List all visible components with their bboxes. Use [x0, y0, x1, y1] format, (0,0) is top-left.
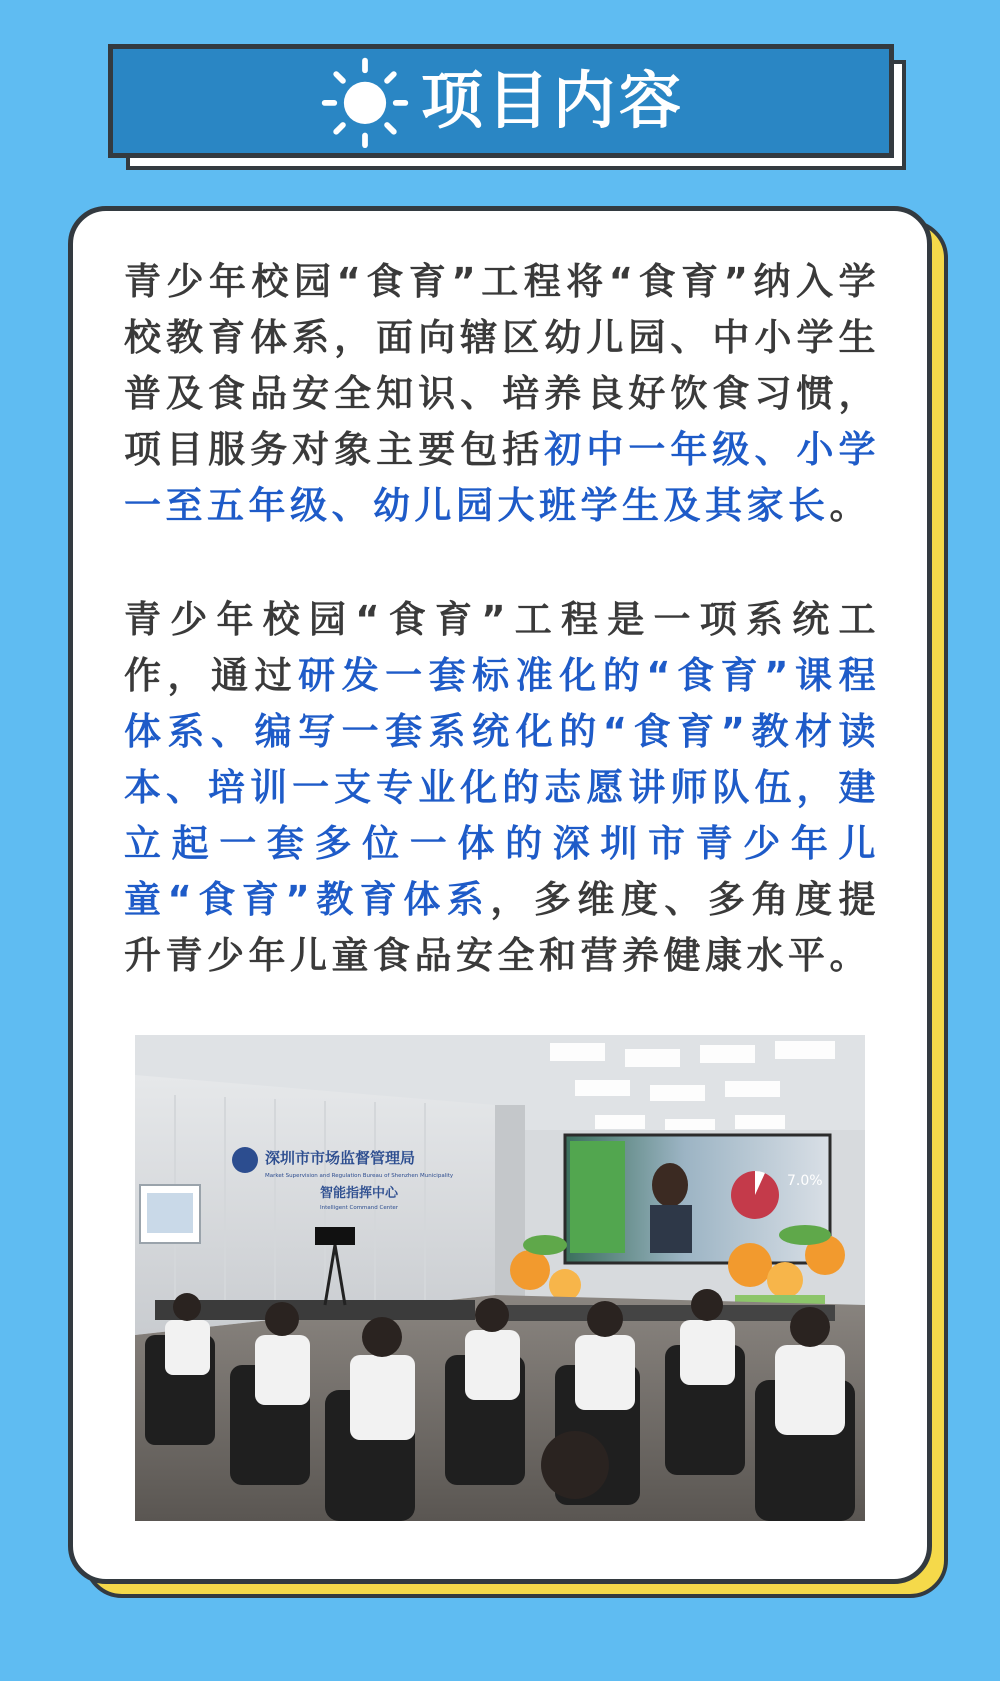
paragraph-text: 青少年校园“食育”工程是一项系统工作，通过 [124, 598, 880, 697]
bureau-logo [232, 1147, 258, 1173]
sun-icon [317, 53, 413, 149]
wall-sign-sub-cn: 智能指挥中心 [320, 1186, 399, 1201]
wall-sign-sub-en: Intelligent Command Center [320, 1205, 399, 1211]
highlight-text: 研发一套标准化的“食育”课程体系、编写一套系统化的“食育”教材读本、培训一支专业化的志愿讲师队伍，建立起一套多位一体的深圳市青少年儿童“食育”教育体系 [124, 654, 881, 921]
wall-sign-cn: 深圳市市场监督管理局 [265, 1149, 416, 1167]
paragraph-intro [124, 254, 880, 534]
paragraph-text: 青少年校园“食育”工程将“食育”纳入学校教育体系，面向辖区幼儿园、中小学生普及食品安全知识、培养良好饮食习惯，项目服务对象主要包括 [124, 260, 880, 471]
paragraph-text: ，多维度、多角度提升青少年儿童食品安全和营养健康水平。 [124, 878, 880, 977]
meeting-photo [135, 1035, 865, 1521]
header-banner [108, 44, 894, 158]
paragraph-text: 。 [829, 484, 871, 527]
highlight-text: 初中一年级、小学一至五年级、幼儿园大班学生及其家长 [124, 428, 881, 527]
wall-sign-en: Market Supervision and Regulation Bureau of Shenzhen Municipality [265, 1173, 454, 1179]
paragraph-details [124, 592, 880, 984]
page-title: 项目内容 [420, 64, 685, 137]
screen-stat: 7.0% [787, 1173, 823, 1189]
